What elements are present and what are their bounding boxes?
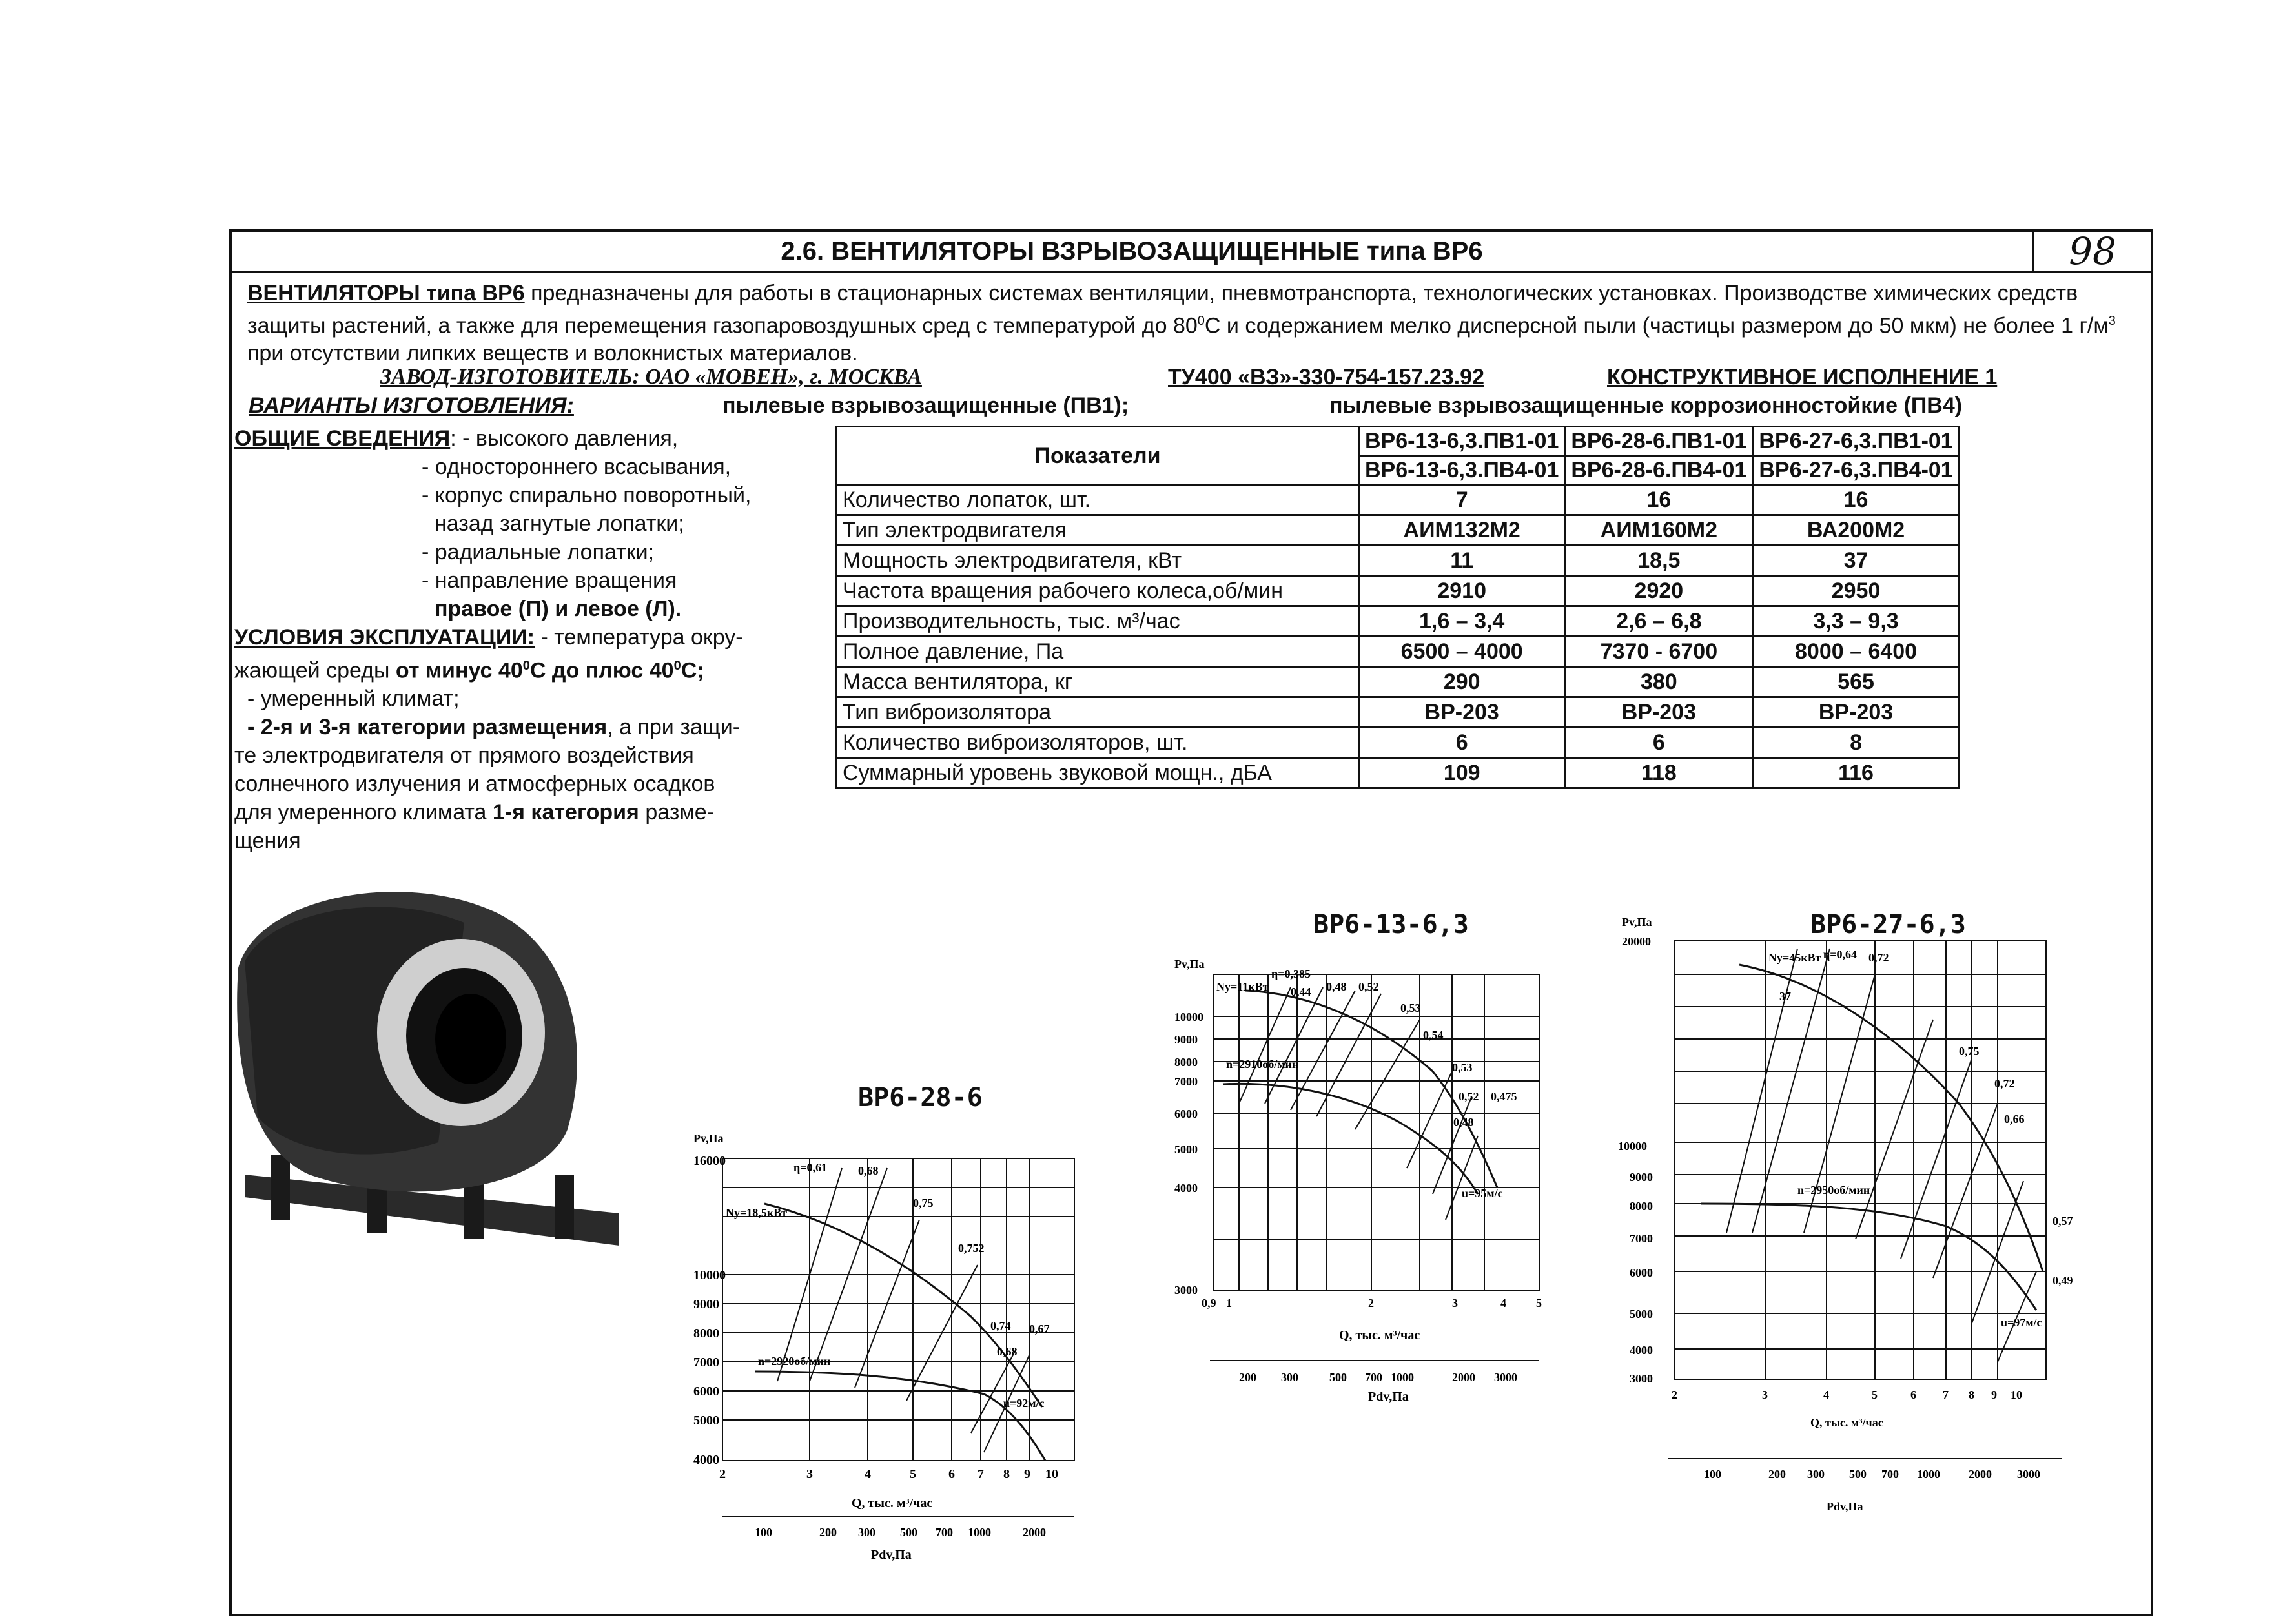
- y-tick: 10000: [693, 1268, 726, 1282]
- y-tick: 8000: [1630, 1200, 1653, 1213]
- x-tick: 6: [1910, 1388, 1916, 1401]
- spec-header-model-3a: ВР6-27-6,3.ПВ1-01: [1753, 427, 1959, 456]
- intro-lead: ВЕНТИЛЯТОРЫ типа ВР6: [247, 281, 525, 305]
- spec-header-model-2a: ВР6-28-6.ПВ1-01: [1565, 427, 1753, 456]
- x2-tick: 100: [755, 1526, 772, 1539]
- variants-line: [232, 393, 2156, 422]
- annotation: 0,66: [2004, 1113, 2025, 1125]
- general-line-1: : - высокого давления,: [450, 426, 679, 451]
- annotation: u=92м/с: [1003, 1397, 1045, 1410]
- spec-header-model-3b: ВР6-27-6,3.ПВ4-01: [1753, 456, 1959, 485]
- spec-cell: 6: [1359, 728, 1565, 758]
- spec-row: [837, 485, 1960, 515]
- x2-tick: 100: [1704, 1468, 1721, 1481]
- x2-tick: 700: [1365, 1371, 1382, 1384]
- spec-cell: 116: [1753, 758, 1959, 788]
- x2-tick: 3000: [2017, 1468, 2040, 1481]
- spec-cell: 8: [1753, 728, 1959, 758]
- spec-table: [835, 426, 1960, 789]
- spec-row-label: Суммарный уровень звуковой мощн., дБА: [837, 758, 1359, 788]
- chart-svg: [693, 1071, 1094, 1562]
- annotation: 0,48: [1326, 980, 1347, 993]
- conditions-line-2c: С до плюс 40: [529, 658, 674, 683]
- x-tick: 7: [1943, 1388, 1949, 1401]
- annotation: 0,53: [1400, 1002, 1421, 1014]
- annotation: u=95м/с: [1462, 1187, 1503, 1200]
- annotation: n=2920об/мин: [758, 1355, 831, 1368]
- spec-cell: 2950: [1753, 576, 1959, 606]
- x2-axis-label: Pdv,Па: [1368, 1390, 1409, 1404]
- x-tick: 2: [719, 1467, 726, 1481]
- x2-tick: 1000: [968, 1526, 991, 1539]
- y-tick: 7000: [1630, 1232, 1653, 1245]
- annotation: 0,72: [1994, 1077, 2015, 1090]
- spec-cell: 2920: [1565, 576, 1753, 606]
- x2-tick: 500: [1849, 1468, 1867, 1481]
- annotation: n=2950об/мин: [1797, 1184, 1870, 1197]
- x2-tick: 200: [1768, 1468, 1786, 1481]
- spec-cell: 11: [1359, 546, 1565, 576]
- spec-row-label: Производительность, тыс. м³/час: [837, 606, 1359, 637]
- conditions-line-7a: для умеренного климата: [234, 800, 493, 825]
- conditions-line-4a: - 2-я и 3-я категории размещения: [247, 715, 608, 740]
- y-tick: 8000: [693, 1326, 719, 1341]
- general-label: ОБЩИЕ СВЕДЕНИЯ: [234, 426, 451, 451]
- x-ticks: [1672, 1388, 2022, 1401]
- annotation: 0,752: [958, 1242, 985, 1255]
- x2-tick: 3000: [1494, 1371, 1517, 1384]
- spec-row-label: Масса вентилятора, кг: [837, 667, 1359, 697]
- x2-tick: 700: [936, 1526, 953, 1539]
- x-ticks: [719, 1467, 1058, 1481]
- annotation: 0,75: [1959, 1045, 1980, 1058]
- annotation: 0,68: [997, 1345, 1018, 1358]
- y-tick: 6000: [693, 1384, 719, 1399]
- spec-row-label: Количество лопаток, шт.: [837, 485, 1359, 515]
- y-tick: 6000: [1630, 1266, 1653, 1279]
- spec-row-label: Количество виброизоляторов, шт.: [837, 728, 1359, 758]
- y-tick: 9000: [693, 1297, 719, 1311]
- x2-tick: 300: [1807, 1468, 1825, 1481]
- general-line-6: - направление вращения: [422, 568, 677, 593]
- spec-row-label: Тип виброизолятора: [837, 697, 1359, 728]
- spec-row: [837, 576, 1960, 606]
- x-tick: 4: [1500, 1297, 1506, 1310]
- variant-pv4: пылевые взрывозащищенные коррозионностойкие (ПВ4): [1329, 393, 1963, 418]
- annotation: 0,54: [1423, 1029, 1444, 1042]
- x-tick: 0,9: [1202, 1297, 1216, 1310]
- x-tick: 5: [1536, 1297, 1542, 1310]
- y-tick: 5000: [1174, 1143, 1198, 1156]
- y-tick: 20000: [1622, 935, 1651, 948]
- y-axis-label: Pv,Па: [1622, 916, 1652, 929]
- x-tick: 6: [948, 1467, 955, 1481]
- x2-tick: 200: [1239, 1371, 1256, 1384]
- temp-degree-2: 0: [673, 659, 681, 673]
- x-ticks: [1202, 1297, 1542, 1310]
- y-tick: 5000: [693, 1413, 719, 1428]
- variant-pv1: пылевые взрывозащищенные (ПВ1);: [722, 393, 1129, 418]
- intro-paragraph: [247, 280, 2145, 367]
- x2-tick: 500: [1329, 1371, 1347, 1384]
- y-tick: 4000: [1630, 1344, 1653, 1357]
- chart-svg: [1174, 910, 1575, 1404]
- annotation: 0,53: [1452, 1061, 1473, 1074]
- annotation: η=0,64: [1823, 948, 1857, 961]
- y-tick: 7000: [1174, 1075, 1198, 1088]
- y-tick: 4000: [693, 1453, 719, 1467]
- x2-tick: 1000: [1391, 1371, 1414, 1384]
- spec-cell: 7370 - 6700: [1565, 637, 1753, 667]
- fan-photo: [232, 871, 619, 1259]
- x-tick: 3: [1452, 1297, 1458, 1310]
- spec-header-model-2b: ВР6-28-6.ПВ4-01: [1565, 456, 1753, 485]
- y-tick: 3000: [1174, 1284, 1198, 1297]
- annotation: 0,52: [1358, 980, 1379, 993]
- annotation: Nу=45кВт: [1768, 951, 1821, 964]
- intro-cube: 3: [2108, 314, 2116, 328]
- spec-cell: 290: [1359, 667, 1565, 697]
- conditions-line-5: те электродвигателя от прямого воздействия: [234, 743, 694, 768]
- x-tick: 5: [1872, 1388, 1878, 1401]
- y-axis-label: Pv,Па: [693, 1132, 724, 1145]
- x-tick: 10: [1045, 1467, 1058, 1481]
- y-axis-label: Pv,Па: [1174, 958, 1205, 971]
- design-version: КОНСТРУКТИВНОЕ ИСПОЛНЕНИЕ 1: [1607, 365, 1998, 389]
- x2-tick: 700: [1881, 1468, 1899, 1481]
- spec-header-param: Показатели: [837, 427, 1359, 485]
- intro-text-1: предназначены для работы в стационарных системах вентиляции, пневмотранспорта, технологических установках. Производстве химических средств защиты растений, а также для перемещения газопаровоздушных сред с температурой до 80: [247, 281, 2078, 338]
- y-ticks: [1174, 1011, 1203, 1297]
- x-tick: 3: [806, 1467, 813, 1481]
- factory-line: [232, 365, 2156, 393]
- annotation: 0,72: [1868, 951, 1889, 964]
- spec-row: [837, 758, 1960, 788]
- x-tick: 5: [910, 1467, 916, 1481]
- annotation: Nу=18,5кВт: [726, 1206, 787, 1219]
- chart-vr6-13-6-3: [1174, 910, 1575, 1404]
- y-ticks: [1618, 935, 1653, 1385]
- spec-cell: ВР-203: [1359, 697, 1565, 728]
- y-tick: 3000: [1630, 1372, 1653, 1385]
- annotation: 0,49: [2053, 1274, 2073, 1287]
- annotation: 0,48: [1453, 1116, 1474, 1129]
- general-line-4: назад загнутые лопатки;: [435, 511, 684, 536]
- general-info: [234, 424, 815, 855]
- chart-svg: [1610, 910, 2101, 1556]
- spec-cell: 7: [1359, 485, 1565, 515]
- spec-row: [837, 697, 1960, 728]
- intro-text-3: при отсутствии липких веществ и волокнистых материалов.: [247, 341, 858, 366]
- conditions-line-4b: , а при защи-: [607, 715, 741, 740]
- spec-cell: 37: [1753, 546, 1959, 576]
- chart-vr6-27-6-3: [1610, 910, 2101, 1556]
- spec-header-row: [837, 427, 1960, 456]
- spec-cell: 2,6 – 6,8: [1565, 606, 1753, 637]
- spec-cell: 18,5: [1565, 546, 1753, 576]
- y-tick: 10000: [1174, 1011, 1203, 1023]
- spec-row-label: Полное давление, Па: [837, 637, 1359, 667]
- spec-row-label: Тип электродвигателя: [837, 515, 1359, 546]
- manufacturer: ЗАВОД-ИЗГОТОВИТЕЛЬ: ОАО «МОВЕН», г. МОСКВА: [380, 365, 922, 389]
- conditions-line-2a: жающей среды: [234, 658, 396, 683]
- annotation: 0,44: [1291, 985, 1311, 998]
- x-tick: 8: [1969, 1388, 1974, 1401]
- general-line-2: - одностороннего всасывания,: [422, 455, 732, 479]
- conditions-line-7c: разме-: [639, 800, 714, 825]
- spec-cell: 3,3 – 9,3: [1753, 606, 1959, 637]
- conditions-line-2b: от минус 40: [395, 658, 523, 683]
- spec-row-label: Частота вращения рабочего колеса,об/мин: [837, 576, 1359, 606]
- annotation: 0,475: [1491, 1090, 1517, 1103]
- spec-cell: 8000 – 6400: [1753, 637, 1959, 667]
- conditions-line-6: солнечного излучения и атмосферных осадков: [234, 772, 715, 797]
- spec-cell: 565: [1753, 667, 1959, 697]
- spec-row: [837, 515, 1960, 546]
- annotation: Nу=11кВт: [1216, 980, 1269, 993]
- x2-tick: 2000: [1023, 1526, 1046, 1539]
- y-ticks: [693, 1154, 726, 1467]
- annotation: η=0,61: [793, 1161, 827, 1174]
- x-tick: 4: [865, 1467, 871, 1481]
- annotation: 0,57: [2053, 1215, 2073, 1228]
- y-tick: 6000: [1174, 1107, 1198, 1120]
- spec-row: [837, 546, 1960, 576]
- x2-ticks: [1239, 1371, 1517, 1384]
- chart-title: ВР6-27-6,3: [1810, 910, 1966, 940]
- annotation: u=97м/с: [2001, 1316, 2042, 1329]
- annotation: 0,75: [913, 1197, 934, 1209]
- spec-cell: 109: [1359, 758, 1565, 788]
- x-tick: 2: [1672, 1388, 1677, 1401]
- conditions-line-7b: 1-я категория: [492, 800, 639, 825]
- annotation: n=2910об/мин: [1226, 1058, 1299, 1071]
- conditions-line-8: щения: [234, 828, 301, 854]
- spec-cell: 6500 – 4000: [1359, 637, 1565, 667]
- x-tick: 4: [1823, 1388, 1829, 1401]
- chart-title: ВР6-13-6,3: [1313, 910, 1469, 940]
- intro-text-2: С и содержанием мелко дисперсной пыли (частицы размером до 50 мкм) не более 1 г/м: [1204, 313, 2109, 338]
- annotation: 0,74: [990, 1319, 1011, 1332]
- chart-title: ВР6-28-6: [858, 1083, 983, 1113]
- spec-cell: 380: [1565, 667, 1753, 697]
- spec-row-label: Мощность электродвигателя, кВт: [837, 546, 1359, 576]
- spec-row: [837, 667, 1960, 697]
- variants-label: ВАРИАНТЫ ИЗГОТОВЛЕНИЯ:: [249, 393, 574, 418]
- x-tick: 10: [2011, 1388, 2022, 1401]
- spec-cell: 16: [1565, 485, 1753, 515]
- spec-cell: ВР-203: [1753, 697, 1959, 728]
- spec-cell: 2910: [1359, 576, 1565, 606]
- y-tick: 9000: [1174, 1033, 1198, 1046]
- conditions-line-1: - температура окру-: [535, 625, 743, 650]
- spec-header-model-1a: ВР6-13-6,3.ПВ1-01: [1359, 427, 1565, 456]
- spec-cell: 118: [1565, 758, 1753, 788]
- spec-row: [837, 637, 1960, 667]
- x2-tick: 300: [858, 1526, 875, 1539]
- x-tick: 1: [1226, 1297, 1232, 1310]
- y-tick: 16000: [693, 1154, 726, 1168]
- y-tick: 10000: [1618, 1140, 1647, 1153]
- general-line-3: - корпус спирально поворотный,: [422, 483, 752, 508]
- tu-code: ТУ400 «ВЗ»-330-754-157.23.92: [1168, 365, 1484, 389]
- y-tick: 7000: [693, 1355, 719, 1370]
- y-tick: 5000: [1630, 1308, 1653, 1321]
- x-tick: 9: [1024, 1467, 1030, 1481]
- conditions-line-2d: С;: [681, 658, 704, 683]
- annotation: η=0,385: [1271, 967, 1311, 980]
- temp-degree-1: 0: [522, 659, 530, 673]
- conditions-label: УСЛОВИЯ ЭКСПЛУАТАЦИИ:: [234, 625, 535, 650]
- y-tick: 8000: [1174, 1056, 1198, 1069]
- page-number: 98: [2034, 232, 2151, 273]
- spec-header-model-1b: ВР6-13-6,3.ПВ4-01: [1359, 456, 1565, 485]
- x2-tick: 300: [1281, 1371, 1298, 1384]
- x2-tick: 200: [819, 1526, 837, 1539]
- catalog-sheet: [229, 229, 2153, 1616]
- x-tick: 8: [1003, 1467, 1010, 1481]
- conditions-line-3: - умеренный климат;: [247, 686, 460, 712]
- x-tick: 2: [1368, 1297, 1374, 1310]
- spec-row: [837, 606, 1960, 637]
- annotation: 0,52: [1459, 1090, 1479, 1103]
- spec-row: [837, 728, 1960, 758]
- spec-cell: АИМ160М2: [1565, 515, 1753, 546]
- y-tick: 4000: [1174, 1182, 1198, 1195]
- x2-ticks: [755, 1526, 1046, 1539]
- spec-cell: 1,6 – 3,4: [1359, 606, 1565, 637]
- chart-vr6-28-6: [693, 1071, 1094, 1562]
- x2-tick: 1000: [1917, 1468, 1940, 1481]
- x-axis-label: Q, тыс. м³/час: [1339, 1328, 1420, 1342]
- annotation: 0,68: [858, 1164, 879, 1177]
- spec-cell: АИМ132М2: [1359, 515, 1565, 546]
- x-axis-label: Q, тыс. м³/час: [852, 1496, 933, 1510]
- spec-cell: 6: [1565, 728, 1753, 758]
- x2-tick: 2000: [1452, 1371, 1475, 1384]
- x-tick: 7: [978, 1467, 984, 1481]
- x2-ticks: [1704, 1468, 2040, 1481]
- spec-cell: ВР-203: [1565, 697, 1753, 728]
- annotation: 37: [1779, 990, 1791, 1003]
- x-tick: 9: [1991, 1388, 1997, 1401]
- x2-axis-label: Pdv,Па: [1827, 1500, 1863, 1513]
- x2-tick: 2000: [1969, 1468, 1992, 1481]
- x-axis-label: Q, тыс. м³/час: [1810, 1416, 1883, 1429]
- general-line-5: - радиальные лопатки;: [422, 540, 655, 564]
- intro-degree: 0: [1197, 314, 1205, 328]
- general-line-7: правое (П) и левое (Л).: [435, 597, 682, 621]
- x-tick: 3: [1762, 1388, 1768, 1401]
- spec-cell: ВА200М2: [1753, 515, 1959, 546]
- x2-axis-label: Pdv,Па: [871, 1548, 912, 1562]
- x2-tick: 500: [900, 1526, 917, 1539]
- spec-cell: 16: [1753, 485, 1959, 515]
- section-title: 2.6. ВЕНТИЛЯТОРЫ ВЗРЫВОЗАЩИЩЕННЫЕ типа ВР6: [232, 232, 2034, 273]
- annotation: 0,67: [1029, 1322, 1050, 1335]
- y-tick: 9000: [1630, 1171, 1653, 1184]
